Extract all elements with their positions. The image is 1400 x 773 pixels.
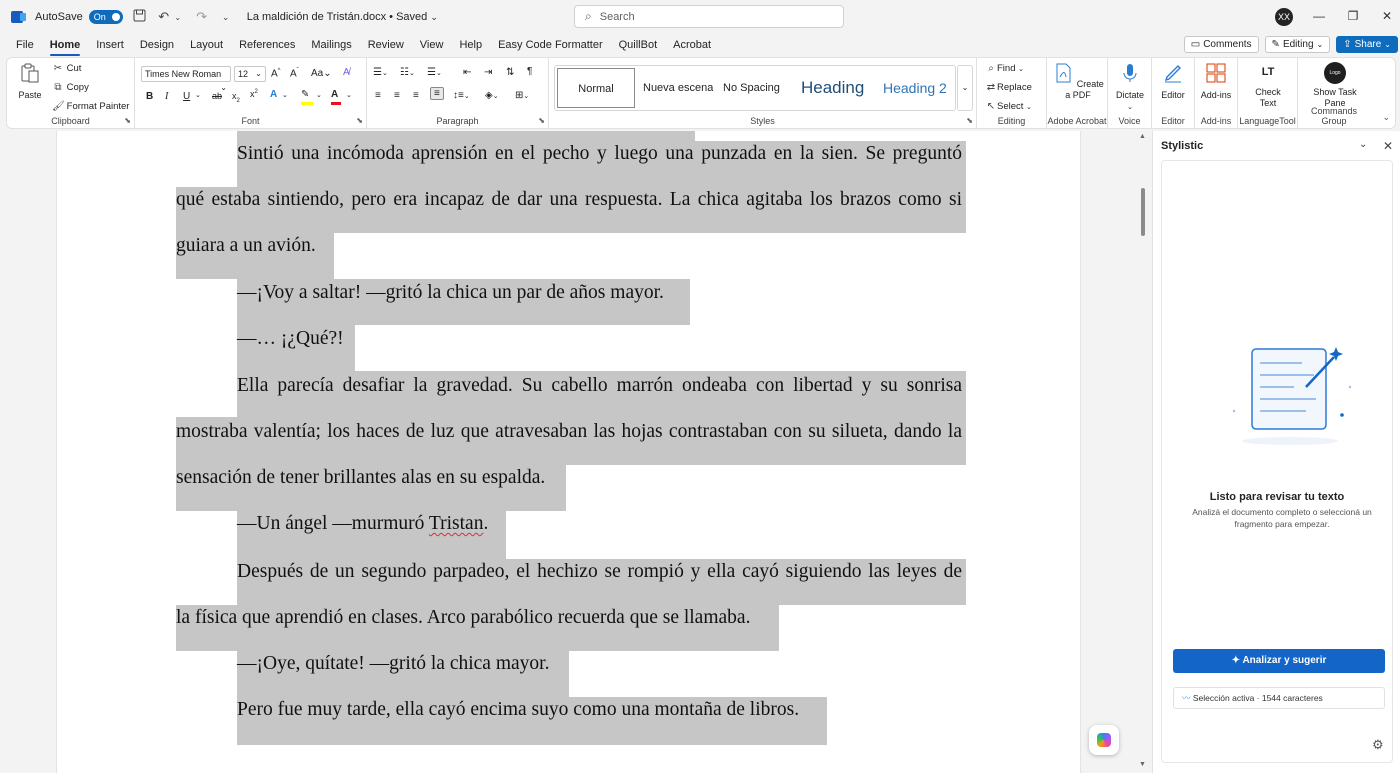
ribbon-tabs: [0, 34, 1400, 56]
style-normal[interactable]: Normal: [557, 68, 635, 108]
bullets-icon[interactable]: ☰⌄: [373, 67, 388, 78]
cut-button[interactable]: [52, 63, 81, 74]
line-spacing-icon[interactable]: ↕≡⌄: [453, 90, 470, 101]
selection-info-text: Selección activa · 1544 caracteres: [1192, 693, 1323, 703]
text-line: Ella parecía desafiar la gravedad. Su cabello marrón ondeaba con libertad y su sonrisa: [237, 375, 962, 396]
tab-review[interactable]: Review: [367, 39, 404, 51]
languagetool-group: [1238, 58, 1298, 128]
text-line: guiara a un avión.: [176, 235, 316, 256]
tab-design[interactable]: Design: [139, 39, 175, 51]
pencil-icon: ✎: [1271, 39, 1280, 50]
pane-options-icon[interactable]: ⌄: [1359, 139, 1368, 150]
create-pdf-button[interactable]: [1051, 62, 1105, 101]
editing-mode-button[interactable]: [1265, 36, 1331, 53]
copilot-button[interactable]: [1089, 725, 1119, 755]
scrollbar-thumb[interactable]: [1141, 188, 1145, 236]
cut-label: Cut: [66, 63, 82, 74]
style-nueva-escena[interactable]: Nueva escena: [643, 82, 713, 94]
close-pane-icon[interactable]: ✕: [1383, 139, 1394, 153]
text-line: —¡Oye, quítate! —gritó la chica mayor.: [237, 653, 550, 674]
undo-dropdown-icon[interactable]: ⌄: [174, 12, 182, 22]
autosave-toggle[interactable]: [89, 10, 123, 24]
tab-quillbot[interactable]: QuillBot: [618, 39, 658, 51]
document-area: [0, 131, 1148, 773]
dictate-button[interactable]: Dictate ⌄: [1111, 62, 1149, 113]
comments-button[interactable]: [1184, 36, 1259, 53]
check-text-button[interactable]: [1247, 62, 1289, 109]
editor-button[interactable]: [1154, 62, 1192, 101]
check-text-label: Check Text: [1255, 87, 1281, 108]
pdf-icon: [1052, 62, 1074, 84]
paste-icon: [19, 62, 41, 84]
scissors-icon: ✂: [53, 63, 63, 74]
document-title[interactable]: La maldición de Tristán.docx • Saved ⌄: [246, 11, 438, 23]
align-center-icon[interactable]: ≡: [394, 90, 400, 101]
font-group: [135, 58, 367, 128]
document-name: La maldición de Tristán.docx: [246, 11, 387, 23]
sparkle-wand-icon: ✦: [1231, 655, 1243, 666]
paste-label: Paste: [18, 90, 42, 100]
pulse-icon: 〰: [1182, 693, 1193, 703]
show-task-pane-label: Show Task Pane: [1313, 87, 1357, 108]
addins-group-label: Add-ins: [1200, 116, 1232, 126]
search-icon: ⌕: [988, 63, 994, 74]
shading-icon[interactable]: ◈⌄: [485, 90, 499, 101]
grid-icon: [1205, 62, 1227, 84]
restore-icon[interactable]: ❐: [1347, 9, 1359, 23]
show-task-pane-button[interactable]: [1308, 62, 1362, 109]
chevron-down-icon: ⌄: [1384, 40, 1391, 49]
font-size-value: 12: [238, 69, 249, 79]
settings-gear-icon[interactable]: ⚙: [1372, 737, 1384, 752]
comment-icon: ▭: [1190, 39, 1201, 50]
share-label: Share: [1354, 39, 1382, 50]
text-line: —… ¡¿Qué?!: [237, 328, 344, 349]
create-pdf-label: Create a PDF: [1065, 79, 1104, 100]
selection-highlight: [237, 131, 695, 141]
analyze-button[interactable]: [1173, 649, 1385, 673]
dialog-launcher-icon[interactable]: ⬊: [538, 116, 545, 125]
customize-toolbar-icon[interactable]: ⌄: [221, 11, 230, 22]
align-right-icon[interactable]: ≡: [413, 90, 419, 101]
editor-pen-icon: [1162, 62, 1184, 84]
copy-icon: ⧉: [54, 82, 62, 93]
vertical-scrollbar[interactable]: [1138, 131, 1148, 773]
style-no-spacing[interactable]: No Spacing: [723, 82, 780, 94]
font-name-value: Times New Roman: [145, 69, 222, 79]
share-button[interactable]: [1336, 36, 1398, 53]
adobe-group-label: Adobe Acrobat: [1047, 116, 1107, 126]
avatar[interactable]: XX: [1275, 8, 1293, 26]
document-review-illustration: [1222, 331, 1362, 451]
font-size-dropdown[interactable]: 12 ⌄: [234, 66, 266, 82]
styles-more-icon[interactable]: ⌄: [957, 65, 973, 111]
superscript-icon[interactable]: $x^2$: [250, 89, 258, 99]
close-icon[interactable]: ✕: [1381, 9, 1393, 23]
tab-home[interactable]: Home: [42, 34, 89, 56]
editing-group: [977, 58, 1047, 128]
save-status: Saved: [396, 11, 428, 23]
increase-indent-icon[interactable]: ⇥: [484, 67, 493, 78]
change-case-icon[interactable]: Aa⌄: [311, 68, 332, 79]
ready-title: Listo para revisar tu texto: [1209, 491, 1345, 503]
clipboard-group: [7, 58, 135, 128]
style-heading[interactable]: Heading: [801, 78, 865, 97]
tab-help[interactable]: Help: [459, 39, 483, 51]
autosave-label: AutoSave: [35, 11, 83, 23]
ready-subtitle: Analizá el documento completo o seleccioná un fragmento para empezar.: [1192, 507, 1372, 529]
title-bar: [0, 0, 1400, 34]
document-page[interactable]: [56, 131, 1081, 773]
save-icon[interactable]: [133, 9, 147, 25]
search-icon: ⌕: [585, 9, 592, 23]
text-line: [237, 512, 488, 536]
text-line: la física que aprendió en clases. Arco parabólico recuerda que se llamaba.: [176, 607, 751, 628]
addins-label: Add-ins: [1200, 90, 1232, 100]
text-span: .: [483, 513, 489, 534]
commands-group-label: Commands Group: [1310, 106, 1357, 126]
voice-group: [1108, 58, 1152, 128]
multilevel-list-icon[interactable]: ☰⌄: [427, 67, 442, 78]
strikethrough-icon[interactable]: ab: [212, 91, 223, 101]
underline-dropdown-icon[interactable]: ⌄: [195, 92, 201, 99]
text-line: mostraba valentía; los haces de luz que atravesaban las hojas contrastaban con su silueta, dando la: [176, 421, 962, 442]
font-name-dropdown[interactable]: Times New Roman ⌄: [141, 66, 231, 82]
style-heading-2[interactable]: Heading 2: [883, 80, 947, 96]
decrease-indent-icon[interactable]: ⇤: [463, 67, 472, 78]
word-app-icon: [11, 11, 23, 23]
scroll-down-icon[interactable]: ▼: [1139, 761, 1146, 768]
replace-icon: ⇄: [986, 82, 996, 93]
format-painter-button[interactable]: [52, 101, 129, 112]
tab-layout[interactable]: Layout: [190, 39, 224, 51]
styles-group: [549, 58, 977, 128]
align-left-icon[interactable]: ≡: [375, 90, 381, 101]
share-icon: ⇪: [1343, 39, 1352, 50]
dialog-launcher-icon[interactable]: ⬊: [356, 116, 363, 125]
replace-label: Replace: [997, 82, 1032, 93]
autosave-state: On: [93, 12, 106, 22]
addins-button[interactable]: [1197, 62, 1235, 101]
paragraph-group-label: Paragraph: [436, 116, 479, 126]
text-line: Después de un segundo parpadeo, el hechizo se rompió y ella cayó siguiendo las leyes de: [237, 561, 962, 582]
tab-references[interactable]: References: [239, 39, 296, 51]
text-span: —Un ángel —murmuró: [237, 513, 429, 534]
editor-group: [1152, 58, 1195, 128]
show-formatting-icon[interactable]: ¶: [527, 66, 533, 77]
shrink-font-icon[interactable]: $A^ˇ$: [290, 68, 299, 80]
highlight-icon[interactable]: ✎: [301, 89, 309, 100]
editing-group-label: Editing: [997, 116, 1026, 126]
tab-file[interactable]: File: [16, 39, 34, 51]
logo-icon: Logo: [1324, 62, 1346, 84]
replace-button[interactable]: [985, 82, 1032, 93]
tab-view[interactable]: View: [419, 39, 444, 51]
text-line: qué estaba sintiendo, pero era incapaz de dar una respuesta. La chica agitaba los brazos como si: [176, 189, 962, 210]
justify-icon[interactable]: ≡: [430, 87, 444, 100]
analyze-button-label: Analizar y sugerir: [1242, 655, 1327, 666]
brush-icon: 🖌: [52, 101, 65, 112]
find-label: Find: [997, 63, 1016, 74]
editor-group-label: Editor: [1161, 116, 1185, 126]
select-button[interactable]: ↖ Select ⌄: [986, 101, 1032, 112]
commands-group: [1298, 58, 1370, 128]
stylistic-pane: [1152, 131, 1400, 773]
dialog-launcher-icon[interactable]: ⬊: [124, 116, 131, 125]
pane-title: Stylistic: [1161, 140, 1204, 152]
undo-icon[interactable]: ↶: [158, 9, 170, 24]
sort-icon[interactable]: ⇅: [506, 67, 515, 78]
highlight-dropdown-icon[interactable]: ⌄: [316, 92, 322, 99]
bold-icon[interactable]: B: [146, 91, 154, 102]
search-box[interactable]: [574, 5, 844, 28]
tab-easy-code-formatter[interactable]: Easy Code Formatter: [498, 39, 603, 51]
font-color-dropdown-icon[interactable]: ⌄: [346, 92, 352, 99]
styles-group-label: Styles: [750, 116, 775, 126]
minimize-icon[interactable]: —: [1313, 9, 1325, 23]
ribbon: [6, 57, 1396, 129]
tab-acrobat[interactable]: Acrobat: [673, 39, 712, 51]
text-line: Pero fue muy tarde, ella cayó encima suyo como una montaña de libros.: [237, 699, 800, 720]
borders-icon[interactable]: ⊞⌄: [515, 90, 530, 101]
select-label: Select: [997, 101, 1024, 112]
text-line: Sintió una incómoda aprensión en el pecho y luego una punzada en la sien. Se preguntó: [237, 143, 962, 164]
text-effects-icon[interactable]: A: [270, 89, 278, 100]
redo-icon[interactable]: ↷: [196, 9, 208, 24]
copilot-icon: [1097, 733, 1111, 747]
tab-insert[interactable]: Insert: [96, 39, 124, 51]
selection-info: [1173, 687, 1385, 709]
tab-mailings[interactable]: Mailings: [311, 39, 352, 51]
text-line: sensación de tener brillantes alas en su espalda.: [176, 467, 546, 488]
collapse-ribbon-icon[interactable]: ⌄: [1382, 112, 1390, 122]
languagetool-icon: LT: [1261, 66, 1275, 78]
chevron-down-icon: ⌄: [1316, 40, 1324, 49]
format-painter-label: Format Painter: [66, 101, 130, 112]
font-group-label: Font: [241, 116, 260, 126]
adobe-acrobat-group: [1047, 58, 1108, 128]
subscript-icon[interactable]: $x_2$: [232, 91, 240, 104]
clear-formatting-icon[interactable]: A̸: [343, 67, 350, 78]
paragraph-group: [367, 58, 549, 128]
dialog-launcher-icon[interactable]: ⬊: [966, 116, 973, 125]
addins-group: [1195, 58, 1238, 128]
find-button[interactable]: ⌕ Find ⌄: [985, 63, 1024, 74]
copy-label: Copy: [66, 82, 89, 93]
dictate-label: Dictate: [1115, 90, 1144, 100]
numbering-icon[interactable]: ☷⌄: [400, 67, 415, 78]
grow-font-icon[interactable]: A^: [271, 68, 281, 80]
languagetool-group-label: LanguageTool: [1239, 116, 1296, 126]
text-effects-dropdown-icon[interactable]: ⌄: [282, 92, 288, 99]
search-placeholder: Search: [599, 10, 635, 23]
scroll-up-icon[interactable]: ▲: [1139, 133, 1146, 140]
clipboard-group-label: Clipboard: [51, 116, 90, 126]
comments-label: Comments: [1203, 39, 1252, 50]
voice-group-label: Voice: [1118, 116, 1141, 126]
editing-label: Editing: [1282, 39, 1314, 50]
font-color-icon[interactable]: A: [331, 89, 338, 100]
paste-button[interactable]: [13, 62, 47, 101]
spelling-error-word[interactable]: Tristan: [428, 513, 484, 534]
text-line: —¡Voy a saltar! —gritó la chica un par de años mayor.: [237, 282, 664, 303]
italic-icon[interactable]: I: [165, 91, 169, 102]
microphone-icon: [1119, 62, 1141, 84]
cursor-icon: ↖: [986, 101, 996, 112]
copy-button[interactable]: [52, 82, 89, 93]
editor-label: Editor: [1161, 90, 1185, 100]
underline-icon[interactable]: U: [183, 91, 191, 102]
